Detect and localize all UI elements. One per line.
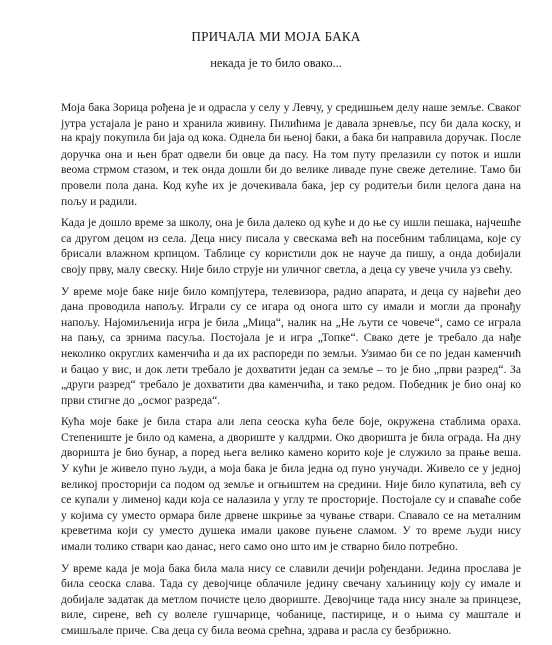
text-line: великој просторији са подом од земље и огњиштем на средини. Није било купатила, већ су — [61, 477, 521, 491]
text-line: веома стрмом стазом, и тек онда дошли би до велике ливаде пуне свеже детелине. Тамо би — [61, 163, 521, 177]
paragraph — [61, 215, 521, 277]
paragraph — [61, 561, 521, 639]
document-subtitle: некада је то било овако... — [210, 56, 342, 70]
text-line: У време када је моја бака била мала нису се славили дечији рођендани. Једина прослава је — [61, 561, 521, 575]
text-line: своју прву, малу свеску. Није било струје ни уличног светла, а деца су увече учила уз свећу. — [61, 262, 513, 276]
text-line: са другом децом из села. Деца нису писала у свескама већ на посебним таблицама, које су — [61, 231, 521, 245]
document-title: ПРИЧАЛА МИ МОЈА БАКА — [191, 29, 361, 44]
text-line: добијале задатак да метлом почисте цело двориште. Девојчице тада нису знале за принцезе, — [61, 592, 521, 606]
text-line: пољу и радили. — [61, 194, 138, 208]
text-line: напољу. Најомиљенија игра је била „Мица“, налик на „Не љути се човече“, само се играла — [61, 315, 521, 329]
text-line: имали толико ствари као данас, него само оно што им је стварно било потребно. — [61, 540, 458, 554]
document-body — [61, 100, 521, 645]
text-line: смишљале приче. Сва деца су била веома срећна, здрава и расла су безбрижно. — [61, 624, 452, 637]
text-line: Моја бака Зорица рођена је и одрасла у селу у Левчу, у средишњем делу наше земље. Сваког — [61, 101, 521, 114]
text-line: доручка она и њен брат одвели би овце да пасу. На том путу прелазили су поток и ишли — [61, 147, 521, 161]
text-line: виле, сирене, већ су волеле гушчарице, чобанице, пастирице, и о њима су маштале и — [61, 608, 521, 622]
text-line: неколико округлих каменчића и да их распореди по земљи. Узимао би се по један каменчић — [61, 346, 521, 360]
text-line: и бацао у вис, и док лети требало је дохватити један са земље – то је био „први разред“. За — [61, 362, 521, 376]
text-line: први стигне до „осмог разреда“. — [61, 393, 221, 407]
text-line: Кућа моје баке је била стара али лепа сеоска кућа беле боје, окружена стаблима ораха. — [61, 415, 521, 429]
text-line: креветима који су уместо душека имали џакове пуњене сламом. У то време људи нису — [61, 524, 521, 538]
text-line: Степениште је било од камена, а двориште у калдрми. Око дворишта је била ограда. На дну — [61, 430, 521, 444]
text-line: дворишта је био бунар, а поред њега велико камено корито које је служило за прање веша. — [61, 446, 521, 460]
paragraph — [61, 414, 521, 554]
text-line: дана проводила напољу. Играли су се игара од онога што су имали и могли да пронађу — [61, 300, 521, 314]
text-line: се купали у лименој кади која се налазила у углу те просторије. Постојале су и спаваће собе — [61, 493, 521, 507]
text-line: на пању, са зрнима пасуља. Постојала је и игра „Топке“. Свако дете је требало да нађе — [61, 331, 521, 345]
text-line: провели пола дана. Код куће их је дочекивала бака, јер су родитељи били целога дана на — [61, 178, 521, 192]
text-line: Када је дошло време за школу, она је била далеко од куће и до ње су ишли пешака, најчешће — [61, 216, 521, 230]
text-line: У време моје баке није било компјутера, телевизора, радио апарата, и деца су највећи део — [61, 284, 521, 298]
text-line: у којима су уместо ормара биле дрвене шкриње за чување ствари. Спавало се на металним — [61, 508, 521, 522]
text-line: брисали влажном крпицом. Таблице су користили док не науче да пишу, а онда добијали — [61, 247, 521, 261]
text-line: била сеоска слава. Тада су девојчице облачиле једину свечану хаљиницу коју су имале и — [61, 577, 521, 591]
text-line: „други разред“ требало је дохватити два каменчића, и тако редом. Победник је био онај ко — [61, 378, 521, 392]
paragraph — [61, 100, 521, 209]
text-line: на крају покупила би јаја од кока. Однела би њеној баки, а бака би направила доручак. После — [61, 132, 521, 145]
text-line: У кући је живело пуно људи, а моја бака је била једна од пуно унучади. Живело се у једној — [61, 462, 521, 476]
text-line: јутра устајала је рано и хранила живину. Пилићима је давала зрневље, псу би дала коску, и — [61, 116, 521, 130]
paragraph — [61, 284, 521, 409]
